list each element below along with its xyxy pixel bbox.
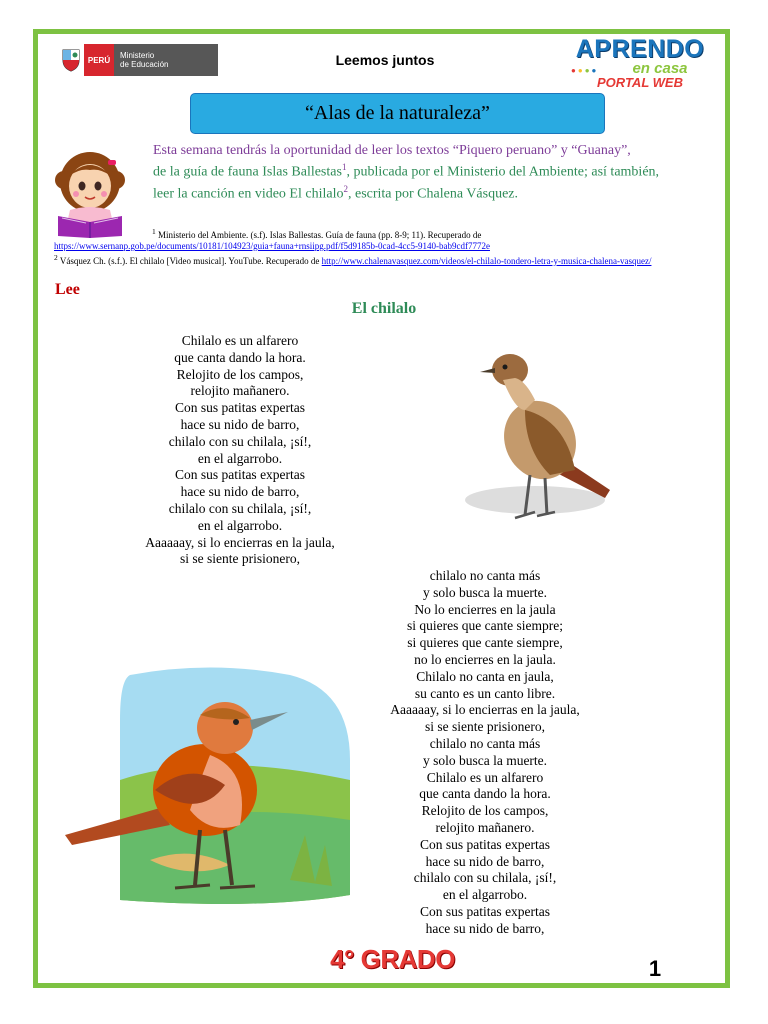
intro-paragraph: [153, 142, 713, 202]
poem-column-1: [110, 333, 370, 568]
poem-line: y solo busca la muerte.: [422, 752, 548, 768]
poem-line: Chilalo es un alfarero: [181, 333, 299, 348]
footnote-2-number: 2: [54, 253, 58, 262]
poem-line: Chilalo no canta en jaula,: [416, 668, 554, 684]
color-dots-icon: ●●●●: [571, 66, 599, 75]
chilalo-bird-photo: [455, 340, 630, 535]
poem-line: hace su nido de barro,: [180, 416, 300, 432]
section-label-lee: Lee: [55, 281, 80, 298]
brand-line3: PORTAL WEB: [597, 75, 683, 90]
poem-line: en el algarrobo.: [197, 450, 283, 466]
poem-line: Chilalo es un alfarero: [426, 769, 544, 785]
footnote-2-text: Vásquez Ch. (s.f.). El chilalo [Video musical]. YouTube. Recuperado de: [59, 256, 320, 266]
poem-line: hace su nido de barro,: [180, 484, 300, 500]
ministry-label: [114, 44, 218, 76]
poem-line: Con sus patitas expertas: [174, 400, 306, 416]
poem-line: que canta dando la hora.: [419, 786, 551, 802]
footnote-1: [54, 226, 714, 241]
footnote-1-link[interactable]: https://www.sernanp.gob.pe/documents/10181/104923/guia+fauna+rnsiipg.pdf/f5d9185b-0cad-4cc5-9140-bab9cdf7772e: [54, 241, 490, 251]
poem-line: Con sus patitas expertas: [419, 903, 551, 919]
footnotes: [54, 226, 714, 267]
page-number: 1: [648, 956, 662, 981]
poem-line: si quieres que cante siempre;: [407, 618, 563, 634]
poem-line: No lo encierres en la jaula: [414, 601, 556, 617]
poem-line: hace su nido de barro,: [425, 853, 545, 869]
poem-line: Aaaaaay, si lo encierras en la jaula,: [145, 534, 335, 550]
poem-line: Relojito de los campos,: [421, 803, 549, 819]
poem-line: si se siente prisionero,: [425, 719, 545, 735]
poem-line: Con sus patitas expertas: [419, 836, 551, 852]
poem-line: no lo encierres en la jaula.: [414, 651, 556, 667]
poem-line: su canto es un canto libre.: [414, 685, 556, 701]
poem-line: chilalo con su chilala, ¡sí!,: [413, 870, 557, 886]
brand-line1: APRENDO: [575, 35, 705, 63]
footnote-1-number: 1: [152, 227, 156, 236]
intro-text-3: , publicada por el Ministerio del Ambiente; así también,: [346, 164, 660, 180]
footnote-ref-1: 1: [341, 162, 347, 172]
poem-line: en el algarrobo.: [197, 517, 283, 533]
poem-line: Relojito de los campos,: [176, 366, 304, 382]
ministry-line2: de Educación: [120, 60, 169, 69]
poem-line: Aaaaaay, si lo encierras en la jaula,: [390, 702, 580, 718]
header-title: Leemos juntos: [335, 52, 435, 68]
poem-line: en el algarrobo.: [442, 887, 528, 903]
poem-title: El chilalo: [351, 300, 417, 317]
poem-line: si quieres que cante siempre,: [407, 635, 563, 651]
chilalo-bird-illustration: [60, 660, 360, 915]
brand-line2: en casa: [632, 60, 688, 77]
minedu-logo: [58, 44, 218, 76]
intro-text-5: , escrita por Chalena Vásquez.: [347, 186, 518, 202]
lesson-title: “Alas de la naturaleza”: [190, 93, 605, 134]
footnote-1-text: Ministerio del Ambiente. (s.f). Islas Ballestas. Guía de fauna (pp. 8-9; 11). Recuperado de: [158, 230, 482, 240]
poem-line: si se siente prisionero,: [180, 551, 300, 567]
poem-line: chilalo no canta más: [429, 568, 541, 583]
intro-text-2: de la guía de fauna Islas Ballestas: [153, 164, 342, 180]
poem-line: relojito mañanero.: [190, 383, 290, 399]
ministry-line1: Ministerio: [120, 51, 155, 60]
peru-shield-icon: [58, 44, 84, 76]
intro-text-1: Esta semana tendrás la oportunidad de leer los textos “Piquero peruano” y “Guanay”,: [153, 143, 631, 158]
poem-line: relojito mañanero.: [435, 819, 535, 835]
poem-line: chilalo no canta más: [429, 735, 541, 751]
footnote-2: [54, 252, 714, 267]
aprendo-en-casa-logo: [565, 36, 715, 92]
poem-line: Con sus patitas expertas: [174, 467, 306, 483]
footnote-ref-2: 2: [343, 183, 348, 194]
poem-line: chilalo con su chilala, ¡sí!,: [168, 433, 312, 449]
footnote-1-link-row: [54, 241, 714, 252]
poem-line: chilalo con su chilala, ¡sí!,: [168, 500, 312, 516]
footnote-2-link[interactable]: http://www.chalenavasquez.com/videos/el-chilalo-tondero-letra-y-musica-chalena-vasquez/: [321, 256, 652, 266]
girl-reading-illustration: [50, 146, 130, 238]
poem-line: que canta dando la hora.: [174, 349, 306, 365]
poem-column-2: [355, 568, 615, 938]
peru-label: PERÚ: [84, 44, 114, 76]
intro-text-4: leer la canción en video El chilalo: [153, 186, 344, 202]
poem-line: hace su nido de barro,: [425, 920, 545, 936]
grade-label: 4° GRADO: [330, 944, 455, 974]
poem-line: y solo busca la muerte.: [422, 584, 548, 600]
